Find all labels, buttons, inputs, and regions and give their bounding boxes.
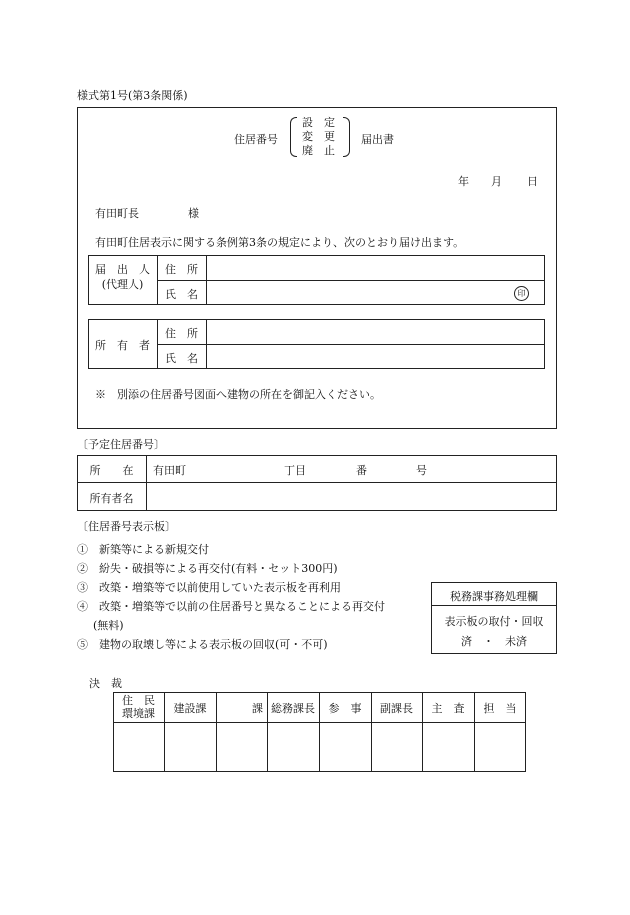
approval-stamp-8[interactable] [475,723,525,771]
approval-stamp-7[interactable] [423,723,474,771]
plate-item-4[interactable]: ④ 改築・増築等で以前の住居番号と異なることによる再交付 [77,600,385,613]
planned-ban: 番 [356,464,367,477]
owner-address-field[interactable] [208,321,543,343]
approval-stamp-4[interactable] [268,723,319,771]
planned-heading: 〔予定住居番号〕 [77,438,165,451]
approval-stamp-5[interactable] [320,723,371,771]
planned-chome: 丁目 [284,464,306,477]
plate-item-4-note: (無料) [93,619,124,632]
seal-icon: 印 [514,286,529,301]
plate-item-3[interactable]: ③ 改築・増築等で以前使用していた表示板を再利用 [77,581,341,594]
title-option-haishi[interactable]: 廃 止 [302,144,335,157]
date-day: 日 [527,175,538,188]
applicant-address-field[interactable] [208,257,543,279]
tax-box-header: 税務課事務処理欄 [450,590,538,603]
tax-box-line1: 表示板の取付・回収 [444,615,544,628]
plate-heading: 〔住居番号表示板〕 [77,520,176,533]
planned-location-label: 所 在 [89,464,134,477]
title-option-henkou[interactable]: 変 更 [302,130,335,143]
note-text: ※ 別添の住居番号図面へ建物の所在を御記入ください。 [95,388,381,401]
tax-box-line2[interactable]: 済 ・ 未済 [461,635,527,648]
right-brace [343,117,350,157]
planned-town: 有田町 [153,464,186,477]
form-label: 様式第1号(第3条関係) [77,89,188,102]
approval-col-shusa: 主 査 [431,702,465,715]
addressee-honorific: 様 [188,207,199,220]
planned-go: 号 [416,464,427,477]
approval-col-tantou: 担 当 [483,702,517,715]
approval-heading: 決 裁 [89,677,122,690]
title-prefix: 住居番号 [234,133,278,146]
approval-col-juumin: 住 民 環境課 [122,694,155,720]
date-month: 月 [491,175,502,188]
title-option-settei[interactable]: 設 定 [302,116,335,129]
approval-col-fukukachou: 副課長 [380,702,413,715]
title-suffix: 届出書 [361,133,394,146]
addressee-name: 有田町長 [95,207,139,220]
owner-name-field[interactable] [208,346,543,368]
approval-col-soumu: 総務課長 [271,702,315,715]
applicant-label-main: 届 出 人 [95,263,150,276]
applicant-address-label: 住 所 [165,263,198,276]
approval-col-kensetsu: 建設課 [173,702,207,715]
approval-stamp-6[interactable] [372,723,422,771]
applicant-label [88,262,157,292]
owner-label: 所 有 者 [95,339,150,352]
planned-owner-name-field[interactable] [148,484,555,509]
approval-stamp-3[interactable] [217,723,267,771]
applicant-label-sub: (代理人) [101,278,144,291]
date-year: 年 [458,175,469,188]
owner-address-label: 住 所 [165,327,198,340]
plate-item-2[interactable]: ② 紛失・破損等による再交付(有料・セット300円) [77,562,338,575]
statement-text: 有田町住居表示に関する条例第3条の規定により、次のとおり届け出ます。 [95,236,465,249]
plate-item-1[interactable]: ① 新築等による新規交付 [77,543,209,556]
applicant-name-label: 氏 名 [165,288,198,301]
applicant-name-field[interactable] [208,282,508,304]
left-brace [290,117,297,157]
approval-stamp-1[interactable] [114,723,164,771]
title-options [302,116,335,158]
planned-owner-name-label: 所有者名 [89,492,134,505]
owner-name-label: 氏 名 [165,352,198,365]
plate-item-5[interactable]: ⑤ 建物の取壊し等による表示板の回収(可・不可) [77,638,328,651]
approval-stamp-2[interactable] [165,723,216,771]
approval-col-ka: 課 [252,702,263,715]
approval-col-sanji: 参 事 [328,702,362,715]
